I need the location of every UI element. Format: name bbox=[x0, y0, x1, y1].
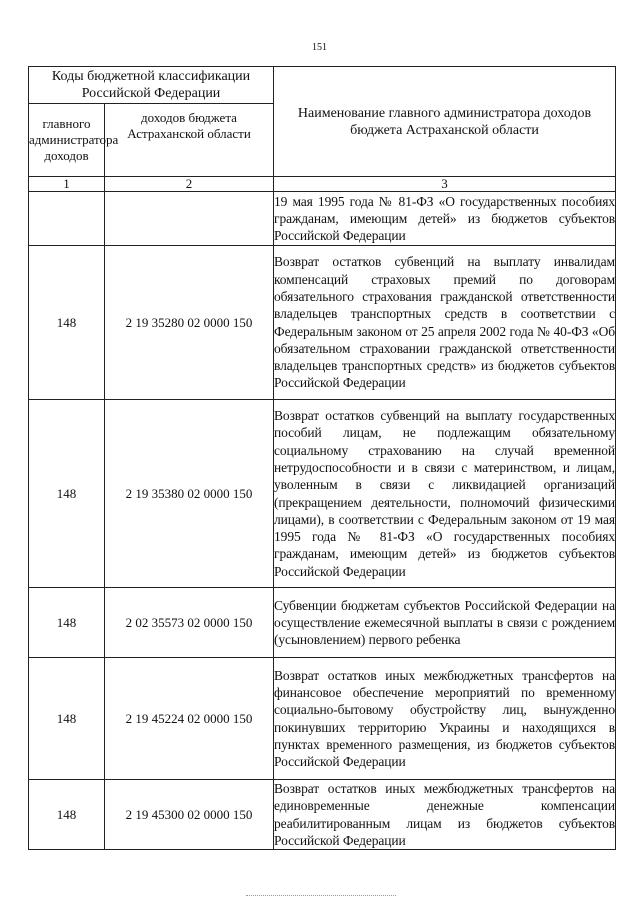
admin-code-cell: 148 bbox=[29, 658, 105, 780]
table-row bbox=[29, 658, 616, 780]
table-row bbox=[29, 192, 616, 246]
income-code-cell: 2 02 35573 02 0000 150 bbox=[105, 588, 274, 658]
header-codes-group: Коды бюджетной классификации Российской Федерации bbox=[29, 67, 274, 104]
budget-classification-table bbox=[28, 66, 616, 850]
income-code-cell: 2 19 45300 02 0000 150 bbox=[105, 780, 274, 850]
name-cell: Возврат остатков субвенций на выплату инвалидам компенсаций страховых премий по договорам обязательного страхования гражданской ответственности владельцев транспортных средств в соответствии с Федеральным законом от 25 апреля 2002 года № 40-ФЗ «Об обязательном страховании гражданской ответственности владельцев транспортных средств» из бюджетов субъектов Российской Федерации bbox=[274, 246, 616, 400]
name-cell: Субвенции бюджетам субъектов Российской Федерации на осуществление ежемесячной выплаты в связи с рождением (усыновлением) первого ребенка bbox=[274, 588, 616, 658]
admin-code-cell: 148 bbox=[29, 400, 105, 588]
header-income: доходов бюджета Астраханской области bbox=[105, 104, 274, 177]
name-cell: Возврат остатков иных межбюджетных трансфертов на финансовое обеспечение мероприятий по временному социально-бытовому обустройству лиц, вынужденно покинувших территорию Украины и находящихся в пунктах временного размещения, из бюджетов субъектов Российской Федерации bbox=[274, 658, 616, 780]
admin-code-cell: 148 bbox=[29, 588, 105, 658]
income-code-cell bbox=[105, 192, 274, 246]
admin-code-cell bbox=[29, 192, 105, 246]
header-admin: главного администратора доходов bbox=[29, 104, 105, 177]
header-row-numbers bbox=[29, 177, 616, 192]
scan-artifact-line bbox=[246, 895, 396, 897]
column-number: 3 bbox=[274, 177, 616, 192]
header-name: Наименование главного администратора доходов бюджета Астраханской области bbox=[274, 67, 616, 177]
name-cell: Возврат остатков субвенций на выплату государственных пособий лицам, не подлежащим обязательному социальному страхованию на случай временной нетрудоспособности и в связи с материнством, и лицам, уволенным в связи с ликвидацией организаций (прекращением деятельности, полномочий физическими лицами), в соответствии с Федеральным законом от 19 мая 1995 года № 81-ФЗ «О государственных пособиях гражданам, имеющим детей» из бюджетов субъектов Российской Федерации bbox=[274, 400, 616, 588]
name-cell: 19 мая 1995 года № 81-ФЗ «О государственных пособиях гражданам, имеющим детей» из бюджетов субъектов Российской Федерации bbox=[274, 192, 616, 246]
admin-code-cell: 148 bbox=[29, 780, 105, 850]
table-row bbox=[29, 246, 616, 400]
table-row bbox=[29, 400, 616, 588]
page-number: 151 bbox=[312, 42, 327, 53]
header-row-group bbox=[29, 67, 616, 104]
name-cell: Возврат остатков иных межбюджетных трансфертов на единовременные денежные компенсации реабилитированным лицам из бюджетов субъектов Российской Федерации bbox=[274, 781, 616, 848]
income-code-cell: 2 19 35380 02 0000 150 bbox=[105, 400, 274, 588]
income-code-cell: 2 19 45224 02 0000 150 bbox=[105, 658, 274, 780]
table-row bbox=[29, 588, 616, 658]
table-row bbox=[29, 780, 616, 850]
column-number: 2 bbox=[105, 177, 274, 192]
admin-code-cell: 148 bbox=[29, 246, 105, 400]
income-code-cell: 2 19 35280 02 0000 150 bbox=[105, 246, 274, 400]
column-number: 1 bbox=[29, 177, 105, 192]
